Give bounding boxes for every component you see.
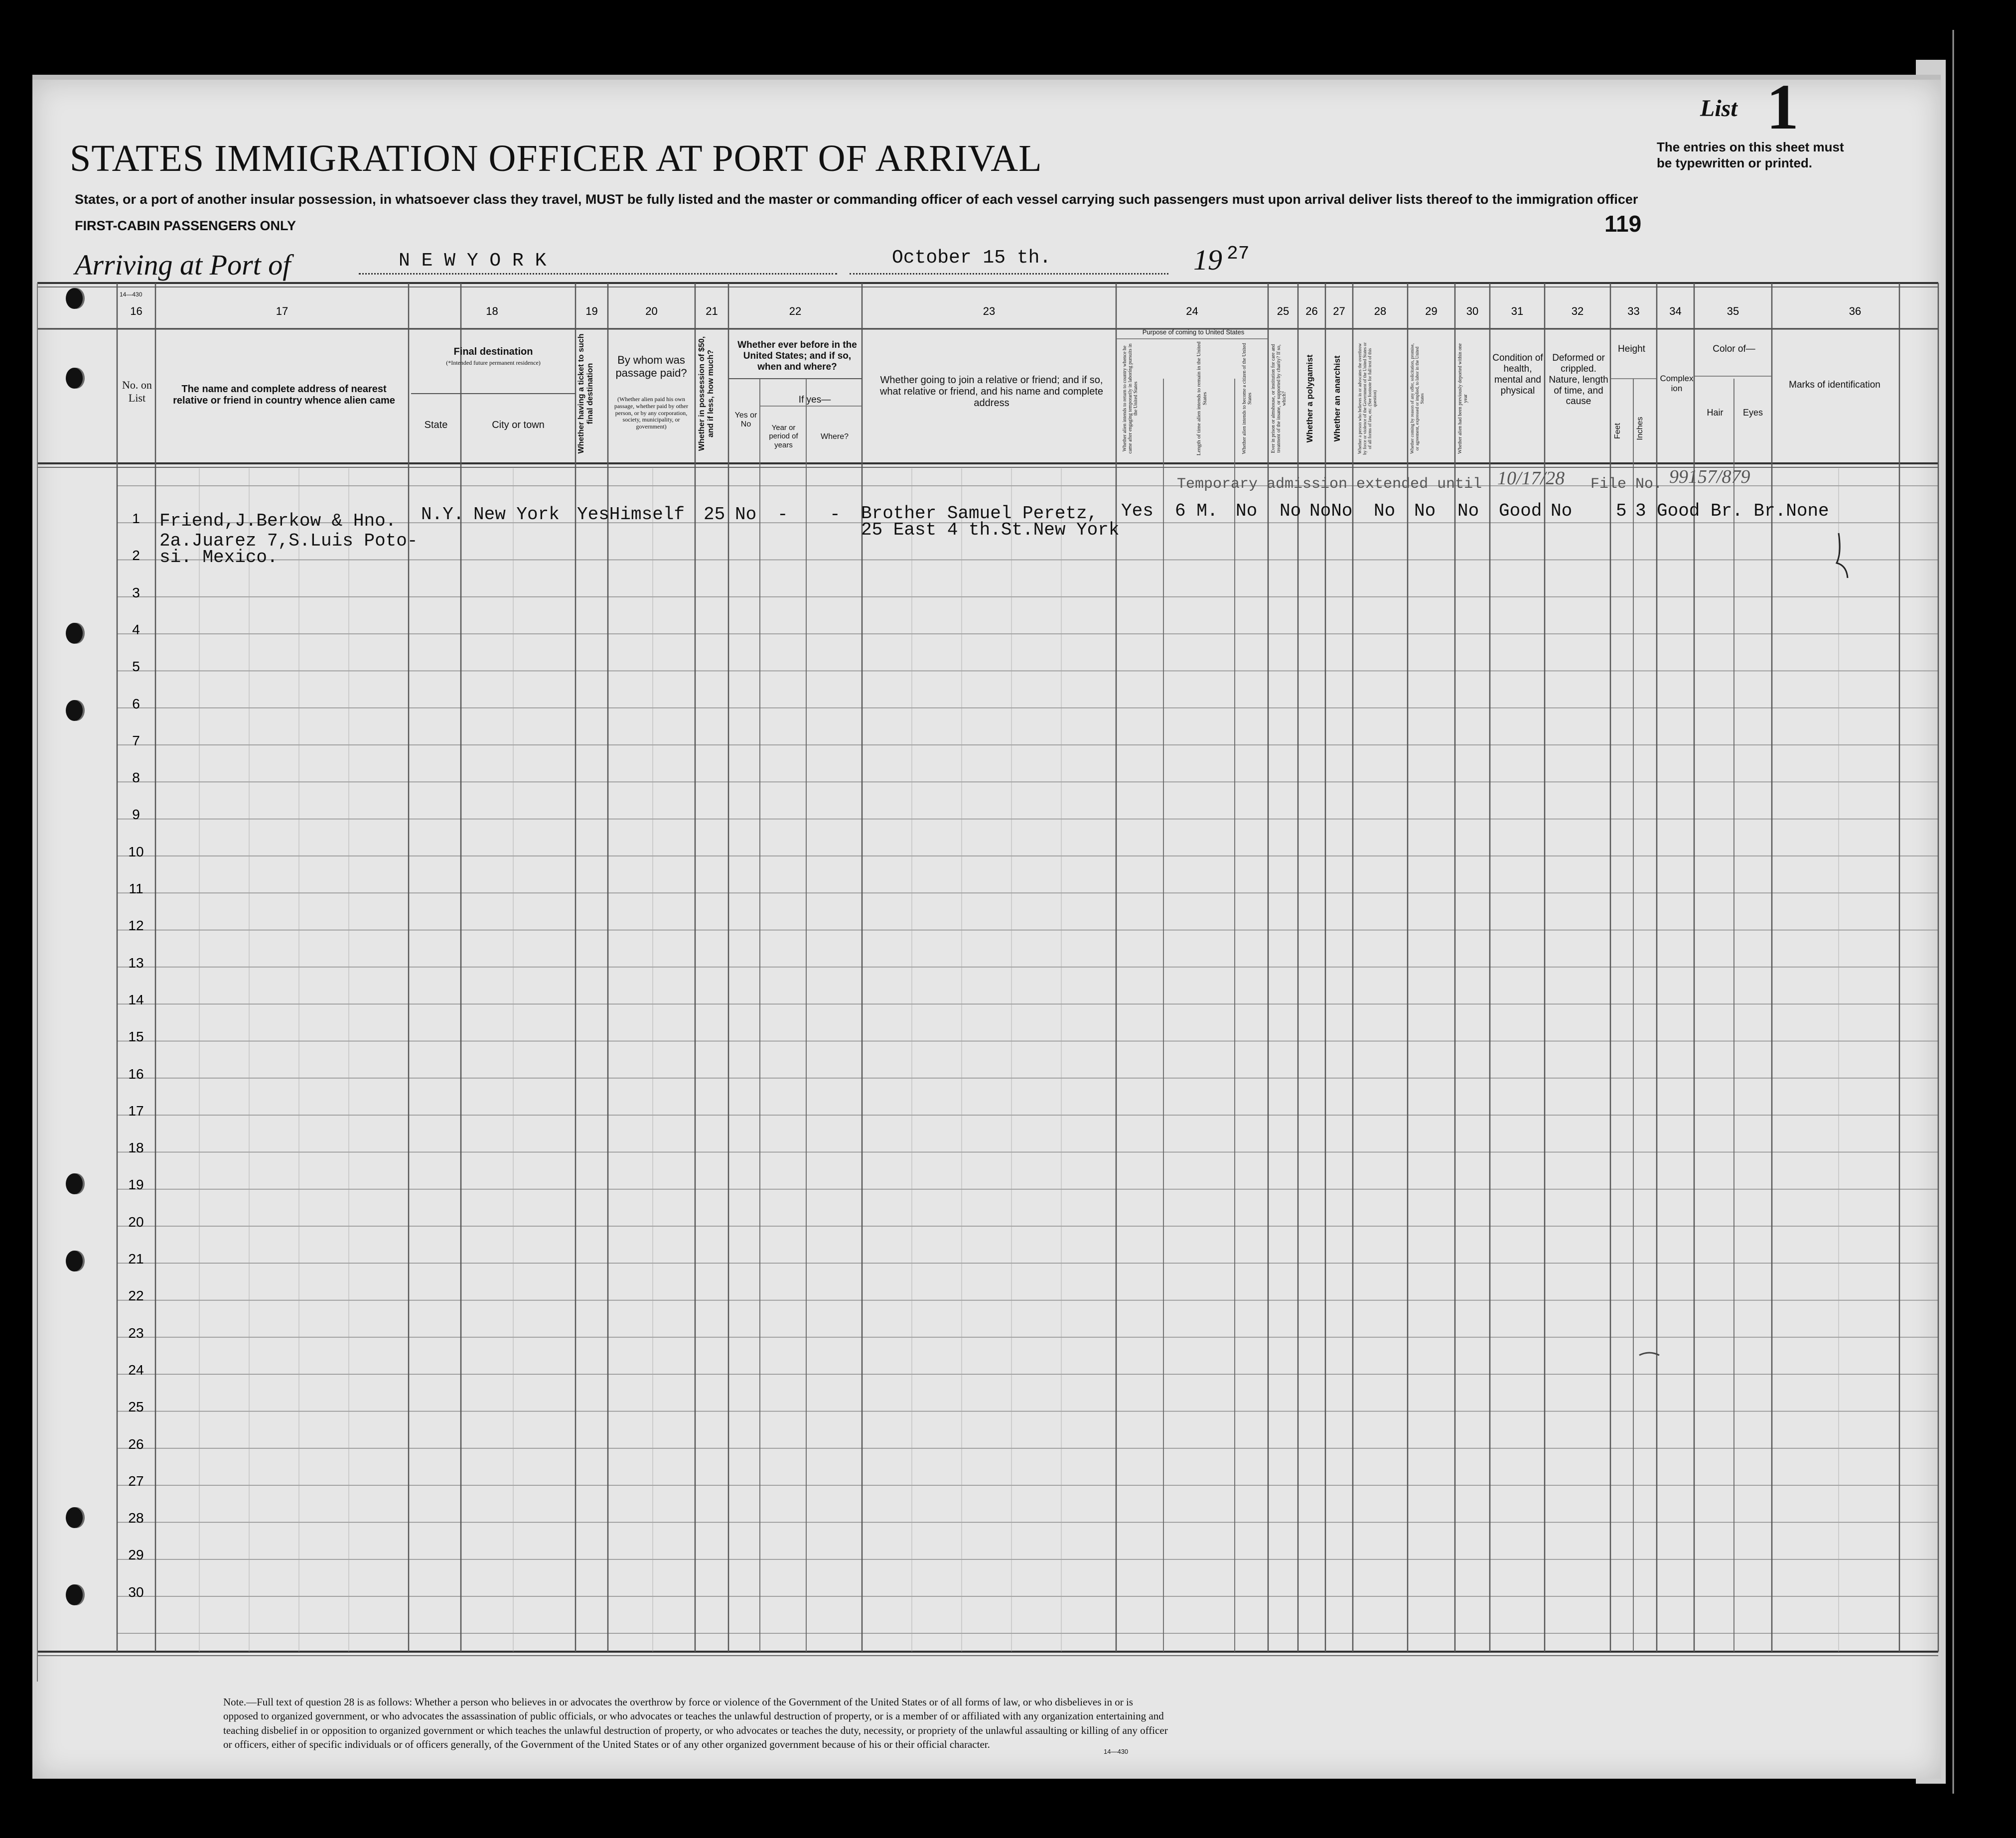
- ticket-and-passage-paid: YesHimself: [577, 504, 685, 525]
- relative-address-line1: Friend,J.Berkow & Hno.: [159, 511, 397, 531]
- header-city: City or town: [492, 420, 545, 430]
- arriving-label: Arriving at Port of: [75, 249, 291, 281]
- column-number: 16: [130, 305, 143, 317]
- column-number: 29: [1425, 305, 1438, 317]
- row-number: 3: [132, 584, 140, 600]
- header-complexion: Complexion: [1660, 374, 1694, 393]
- header-anarchist: Whether an anarchist: [1332, 355, 1342, 442]
- row-number: 27: [128, 1473, 144, 1489]
- row-number: 8: [132, 770, 140, 786]
- annotation-date: 10/17/28: [1497, 468, 1565, 489]
- deformed-answer: No: [1551, 501, 1573, 521]
- header-where: Where?: [820, 432, 849, 441]
- length-of-stay: 6 M.: [1175, 501, 1218, 521]
- header-eyes: Eyes: [1742, 408, 1763, 418]
- header-state: State: [424, 420, 448, 430]
- row-number: 17: [128, 1103, 144, 1119]
- column-number: 23: [983, 305, 996, 317]
- complexion-hair-eyes-marks: Good Br. Br.None: [1657, 501, 1829, 521]
- sheet-number: 119: [1604, 211, 1642, 237]
- relative-address-line2: 2a.Juarez 7,S.Luis Poto-: [159, 531, 418, 551]
- column-number: 34: [1669, 305, 1682, 317]
- column-number: 20: [645, 305, 658, 317]
- row-number: 7: [132, 732, 140, 748]
- header-return-intent: Whether alien intends to return to country whence he came after engaging temporarily in laboring pursuits in the United States: [1122, 343, 1139, 454]
- question-28-footnote: Note.—Full text of question 28 is as follows: Whether a person who believes in or advocates the overthrow by force or violence of the Government of the United States or of all forms of law, or who disbelieves in or is opposed to organized government, or who advocates the assassination of public officials, or who advocates or teaches the unlawful destruction of property, or is a member of or affiliated with any organization entertaining and teaching disbelief in or opposition to organized government or which teaches the unlawful destruction of property, or who advocates or teaches the duty, necessity, or propriety of the unlawful assaulting or killing of any officer or officers, either of specific individuals or of officers generally, of the Government of the United States or of any other organized government because of his or their official character.: [223, 1696, 1168, 1751]
- header-marks: Marks of identification: [1789, 380, 1880, 390]
- ever-in-us: No: [735, 504, 757, 525]
- header-contract-labor: Whether coming by reason of any offer, solicitation, promise, or agreement, expressed or implied, to labor in the United States: [1410, 343, 1425, 454]
- admission-annotation: Temporary admission extended until: [1177, 476, 1482, 493]
- header-money: Whether in possession of $50, and if less, how much?: [698, 336, 715, 451]
- health-condition: Good: [1499, 501, 1542, 521]
- polygamist-anarchist-answers: NoNo: [1309, 501, 1353, 521]
- question-28-answer: No: [1374, 501, 1396, 521]
- row-number: 9: [132, 807, 140, 823]
- header-passage-paid-note: (Whether alien paid his own passage, whether paid by other person, or by any corporation, society, municipality, or government): [614, 396, 689, 430]
- column-number: 21: [706, 305, 718, 317]
- year-suffix: 27: [1227, 243, 1250, 265]
- header-prison: Ever in prison or almshouse, or institution for care and treatment of the insane, or supported by charity? If so, which?: [1271, 344, 1287, 453]
- row-number: 19: [128, 1177, 144, 1193]
- annotation-file-label: File No.: [1590, 476, 1663, 493]
- years-in-us: -: [777, 504, 788, 525]
- column-number: 31: [1511, 305, 1524, 317]
- column-number: 17: [276, 305, 288, 317]
- column-number: 28: [1374, 305, 1387, 317]
- header-if-yes: If yes—: [798, 395, 831, 405]
- header-yes-no: Yes or No: [734, 411, 757, 429]
- row-number: 10: [128, 844, 144, 859]
- column-number: 24: [1186, 305, 1198, 317]
- header-joining: Whether going to join a relative or friend; and if so, what relative or friend, and his name and complete address: [879, 375, 1104, 409]
- column-number: 32: [1571, 305, 1584, 317]
- column-number: 30: [1466, 305, 1479, 317]
- header-question-28: Whether a person who believes in or advocates the overthrow by force or violence of the Government of the United States or of all forms of law, etc. (See footnote for full text of this question): [1357, 342, 1377, 455]
- header-final-destination-note: (*Intended future permanent residence): [446, 359, 541, 366]
- list-number: 1: [1766, 71, 1799, 143]
- form-instructions: States, or a port of another insular possession, in whatsoever class they travel, MUST be fully listed and the master or commanding officer of each vessel carrying such passengers must upon arrival deliver lists thereof to the immigration officer: [75, 192, 1638, 207]
- list-label: List: [1700, 95, 1737, 122]
- row-number: 22: [128, 1288, 144, 1304]
- column-number: 27: [1333, 305, 1345, 317]
- column-number: 18: [486, 305, 498, 317]
- row-number: 15: [128, 1029, 144, 1045]
- row-number: 24: [128, 1362, 144, 1378]
- row-number: 21: [128, 1251, 144, 1267]
- row-number: 4: [132, 621, 140, 637]
- first-cabin-label: FIRST-CABIN PASSENGERS ONLY: [75, 218, 296, 233]
- row-number: 6: [132, 696, 140, 711]
- row-number: 26: [128, 1436, 144, 1452]
- row-number: 18: [128, 1140, 144, 1156]
- return-intent: Yes: [1121, 501, 1153, 521]
- form-title: STATES IMMIGRATION OFFICER AT PORT OF ARRIVAL: [70, 138, 1042, 179]
- row-number: 28: [128, 1510, 144, 1526]
- column-number: 26: [1305, 305, 1318, 317]
- relative-address-line3: si. Mexico.: [159, 547, 278, 567]
- header-passage-paid: By whom was passage paid?: [615, 354, 687, 380]
- column-number: 33: [1627, 305, 1640, 317]
- row-number: 29: [128, 1547, 144, 1563]
- joining-relative-line1: Brother Samuel Peretz,: [861, 503, 1098, 524]
- header-purpose: Purpose of coming to United States: [1142, 328, 1245, 336]
- header-deformed: Deformed or crippled. Nature, length of time, and cause: [1549, 353, 1608, 407]
- header-year: Year or period of years: [769, 424, 798, 449]
- port-name: N E W Y O R K: [399, 250, 547, 272]
- header-deported: Whether alien had been previously deported within one year: [1457, 343, 1468, 454]
- form-code-bottom: 14—430: [1104, 1748, 1129, 1755]
- header-citizen-intent: Whether alien intends to become a citizen of the United States: [1242, 343, 1253, 454]
- money-amount: 25: [704, 504, 725, 525]
- prison-answer: No: [1280, 501, 1301, 521]
- joining-relative-line2: 25 East 4 th.St.New York: [861, 520, 1120, 540]
- row-number: 2: [132, 548, 140, 564]
- typewritten-note-2: be typewritten or printed.: [1657, 155, 1813, 170]
- row-number: 1: [132, 511, 140, 526]
- year-prefix: 19: [1193, 244, 1222, 276]
- citizen-intent: No: [1236, 501, 1258, 521]
- row-number: 16: [128, 1066, 144, 1082]
- column-number: 35: [1727, 305, 1739, 317]
- header-color-of: Color of—: [1713, 344, 1755, 354]
- header-health: Condition of health, mental and physical: [1492, 353, 1543, 396]
- header-before-in-us: Whether ever before in the United States; and if so, when and where?: [737, 340, 857, 372]
- header-height: Height: [1618, 344, 1645, 354]
- height-feet: 5: [1616, 501, 1627, 521]
- arrival-date: October 15 th.: [892, 247, 1051, 269]
- row-number: 5: [132, 659, 140, 675]
- row-number: 11: [129, 881, 144, 896]
- row-number: 13: [128, 955, 144, 971]
- contract-labor-answer: No: [1414, 501, 1436, 521]
- row-number: 25: [128, 1399, 144, 1415]
- column-number: 22: [789, 305, 802, 317]
- destination-city: New York: [473, 504, 560, 525]
- row-number: 30: [128, 1584, 144, 1600]
- deported-answer: No: [1457, 501, 1479, 521]
- header-relative-address: The name and complete address of nearest relative or friend in country whence alien came: [173, 384, 395, 406]
- header-length-of-stay: Length of time alien intends to remain in the United States: [1196, 341, 1208, 456]
- column-number: 25: [1277, 305, 1290, 317]
- header-final-destination: Final destination: [453, 346, 533, 357]
- header-polygamist: Whether a polygamist: [1305, 354, 1314, 443]
- where-in-us: -: [830, 504, 841, 525]
- column-number: 36: [1849, 305, 1862, 317]
- header-inches: Inches: [1636, 417, 1644, 440]
- height-inches: 3: [1635, 501, 1646, 521]
- form-code-top: 14—430: [120, 291, 143, 298]
- column-number: 19: [585, 305, 598, 317]
- header-no-on-list: No. on List: [122, 379, 152, 405]
- header-feet: Feet: [1613, 423, 1622, 439]
- row-number: 20: [128, 1214, 144, 1230]
- header-ticket: Whether having a ticket to such final destination: [577, 333, 594, 454]
- annotation-file-number: 99157/879: [1669, 466, 1750, 487]
- typewritten-note: The entries on this sheet must: [1657, 140, 1844, 154]
- destination-state: N.Y.: [421, 504, 464, 525]
- row-number: 12: [128, 918, 144, 934]
- row-number: 14: [128, 991, 144, 1007]
- header-hair: Hair: [1707, 408, 1724, 418]
- row-number: 23: [128, 1325, 144, 1341]
